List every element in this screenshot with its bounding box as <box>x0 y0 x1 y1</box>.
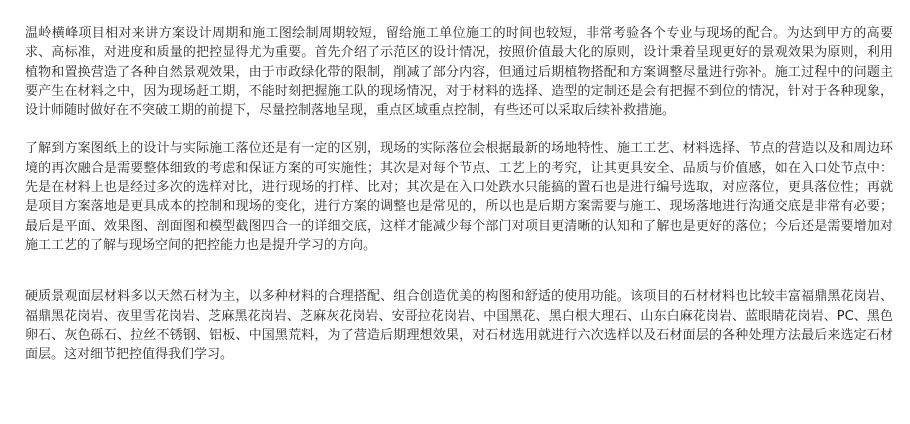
document-body <box>25 24 893 364</box>
paragraph-construction-placement: 了解到方案图纸上的设计与实际施工落位还是有一定的区别，现场的实际落位会根据最新的场地特性、施工工艺、材料选择、节点的营造以及和周边环境的再次融合是需要整体细致的考虑和保证方案的可实施性；其次是对每个节点、工艺上的考究，让其更具安全、品质与价值感，如在入口处节点中：先是在材料上也是经过多次的选样对比，进行现场的打样、比对；其次是在入口处跌水只能搞的置石也是进行编号选取，对应落位，更具落位性；再就是项目方案落地是更具成本的控制和现场的变化，进行方案的调整也是常见的，所以也是后期方案需要与施工、现场落地进行沟通交底是非常有必要；最后是平面、效果图、剖面图和模型截图四合一的详细交底，这样才能减少每个部门对项目更清晰的认知和了解也是更好的落位；今后还是需要增加对施工工艺的了解与现场空间的把控能力也是提升学习的方向。 <box>25 141 893 253</box>
paragraph-design-schedule: 温岭横峰项目相对来讲方案设计周期和施工图绘制周期较短，留给施工单位施工的时间也较短，非常考验各个专业与现场的配合。为达到甲方的高要求、高标准，对进度和质量的把控显得尤为重要。首先介绍了示范区的设计情况，按照价值最大化的原则，设计秉着呈现更好的景观效果为原则，利用植物和置换营造了各种自然景观效果，由于市政绿化带的限制，削减了部分内容，但通过后期植物搭配和方案调整尽量进行弥补。施工过程中的问题主要产生在材料之中，因为现场赶工期，不能时刻把握施工队的现场情况，对于材料的选择、造型的定制还是会有把握不到位的情况，针对于各种现象，设计师随时做好在不突破工期的前提下，尽量控制落地呈现，重点区域重点控制，有些还可以采取后续补救措施。 <box>25 26 893 119</box>
paragraph-stone-materials: 硬质景观面层材料多以天然石材为主，以多种材料的合理搭配、组合创造优美的构图和舒适的使用功能。该项目的石材材料也比较丰富福鼎黑花岗岩、福鼎黑花岗岩、夜里雪花岗岩、芝麻黑花岗岩、芝麻灰花岗岩、安哥拉花岗岩、中国黑花、黑白根大理石、山东白麻花岗岩、蓝眼睛花岗岩、PC、黑色卵石、灰色砾石、拉丝不锈钢、铝板、中国黑荒料，为了营造后期理想效果，对石材选用就进行六次选样以及石材面层的各种处理方法最后来选定石材面层。这对细节把控值得我们学习。 <box>25 289 893 363</box>
